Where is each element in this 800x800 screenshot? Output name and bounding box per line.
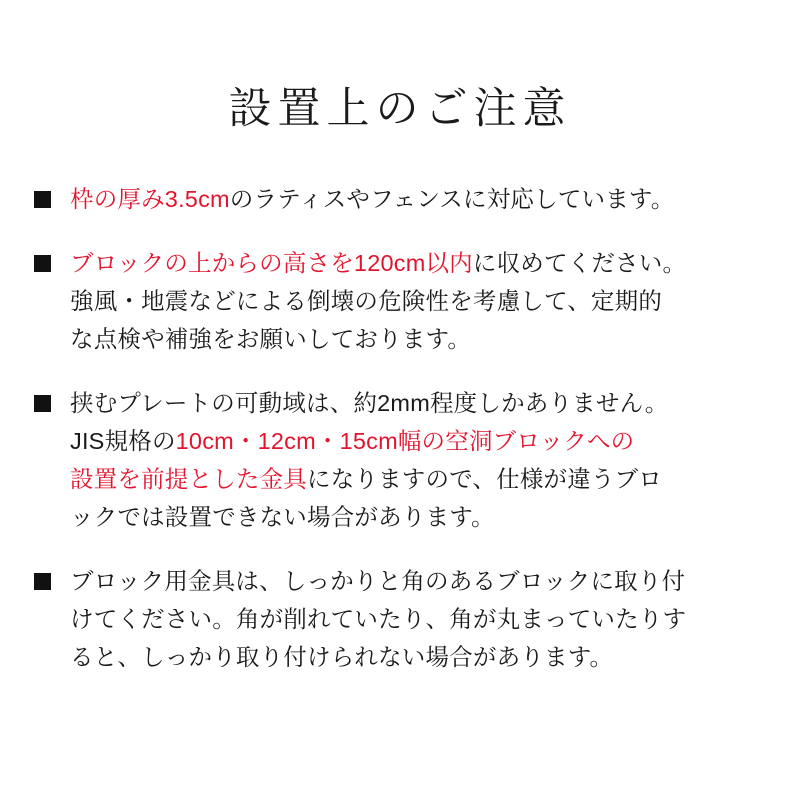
note-segment: JIS規格の <box>70 427 176 454</box>
note-text-thickness <box>70 180 772 218</box>
note-segment-highlight: 設置を前提とした金具 <box>70 465 307 492</box>
note-segment: ると、しっかり取り付けられない場合があります。 <box>70 644 614 671</box>
note-line <box>70 498 772 536</box>
note-segment: な点検や補強をお願いしております。 <box>70 325 472 352</box>
note-line <box>70 422 772 460</box>
square-bullet-icon <box>34 573 51 590</box>
note-segment: ブロック用金具は、しっかりと角のあるブロックに取り付 <box>70 568 686 595</box>
note-line <box>70 320 772 358</box>
note-segment: になりますので、仕様が違うブロ <box>307 465 663 492</box>
note-line <box>70 282 772 320</box>
note-line <box>70 562 772 600</box>
note-segment: けてください。角が削れていたり、角が丸まっていたりす <box>70 606 687 633</box>
square-bullet-icon <box>34 395 51 412</box>
list-item <box>34 384 772 536</box>
square-bullet-icon <box>34 255 51 272</box>
list-item <box>34 244 772 358</box>
note-line <box>70 384 772 422</box>
note-line <box>70 460 772 498</box>
notice-list <box>28 180 772 677</box>
note-segment: 強風・地震などによる倒壊の危険性を考慮して、定期的 <box>70 287 663 314</box>
note-text-block-corner <box>70 562 772 676</box>
note-segment-highlight: ブロックの上からの高さを120cm以内 <box>70 249 473 276</box>
note-segment-highlight: 10cm・12cm・15cm幅の空洞ブロックへの <box>175 427 635 454</box>
list-item <box>34 562 772 676</box>
note-segment: のラティスやフェンスに対応しています。 <box>229 185 675 212</box>
square-bullet-icon <box>34 191 51 208</box>
note-text-height <box>70 244 772 358</box>
list-item <box>34 180 772 218</box>
note-line <box>70 638 772 676</box>
note-segment-highlight: 枠の厚み3.5cm <box>70 185 230 212</box>
note-line <box>70 244 772 282</box>
note-segment: に収めてください。 <box>472 249 687 276</box>
note-segment: ックでは設置できない場合があります。 <box>70 504 495 531</box>
note-line <box>70 600 772 638</box>
note-text-plate-range <box>70 384 772 536</box>
note-line <box>70 180 772 218</box>
page-title: 設置上のご注意 <box>228 85 572 133</box>
note-segment: 挟むプレートの可動域は、約2mm程度しかありません。 <box>70 389 669 416</box>
